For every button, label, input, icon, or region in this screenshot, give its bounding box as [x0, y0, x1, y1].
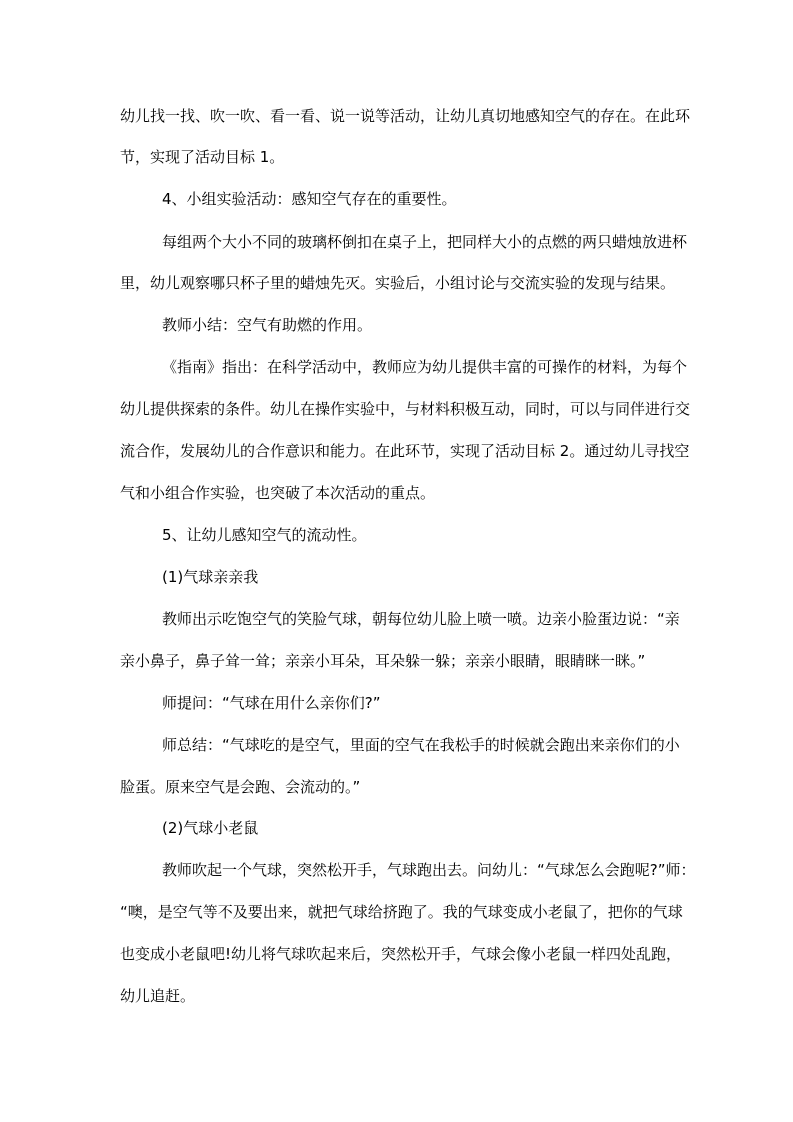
paragraph-line: 节，实现了活动目标 1。: [120, 148, 285, 166]
paragraph-line: 亲小鼻子，鼻子耸一耸；亲亲小耳朵，耳朵躲一躲；亲亲小眼睛，眼睛眯一眯。”: [120, 652, 646, 670]
paragraph-line: 师提问：“气球在用什么亲你们?”: [162, 694, 381, 712]
section-heading: 5、让幼儿感知空气的流动性。: [162, 526, 367, 544]
section-heading: 4、小组实验活动：感知空气存在的重要性。: [162, 190, 457, 208]
paragraph-line: 幼儿提供探索的条件。幼儿在操作实验中，与材料积极互动，同时，可以与同伴进行交: [120, 400, 691, 418]
paragraph-line: 幼儿追赶。: [120, 987, 196, 1005]
subsection-heading: (1)气球亲亲我: [162, 568, 259, 586]
paragraph-line: 脸蛋。原来空气是会跑、会流动的。”: [120, 778, 361, 796]
paragraph-line: 教师吹起一个气球，突然松开手，气球跑出去。问幼儿：“气球怎么会跑呢?”师：: [162, 861, 696, 879]
paragraph-line: 里，幼儿观察哪只杯子里的蜡烛先灭。实验后，小组讨论与交流实验的发现与结果。: [120, 274, 676, 292]
paragraph-line: 教师小结：空气有助燃的作用。: [162, 316, 373, 334]
paragraph-line: 气和小组合作实验，也突破了本次活动的重点。: [120, 484, 436, 502]
subsection-heading: (2)气球小老鼠: [162, 819, 259, 837]
paragraph-line: 流合作，发展幼儿的合作意识和能力。在此环节，实现了活动目标 2。通过幼儿寻找空: [120, 442, 690, 460]
paragraph-line: 师总结：“气球吃的是空气，里面的空气在我松手的时候就会跑出来亲你们的小: [162, 736, 680, 754]
paragraph-line: 幼儿找一找、吹一吹、看一看、说一说等活动，让幼儿真切地感知空气的存在。在此环: [120, 107, 691, 125]
paragraph-line: 教师出示吃饱空气的笑脸气球，朝每位幼儿脸上喷一喷。边亲小脸蛋边说：“亲: [162, 610, 680, 628]
paragraph-line: 《指南》指出：在科学活动中，教师应为幼儿提供丰富的可操作的材料，为每个: [162, 358, 688, 376]
paragraph-line: 也变成小老鼠吧!幼儿将气球吹起来后，突然松开手，气球会像小老鼠一样四处乱跑，: [120, 945, 682, 963]
paragraph-line: 每组两个大小不同的玻璃杯倒扣在桌子上，把同样大小的点燃的两只蜡烛放进杯: [162, 233, 688, 251]
paragraph-line: “噢，是空气等不及要出来，就把气球给挤跑了。我的气球变成小老鼠了，把你的气球: [120, 903, 683, 921]
